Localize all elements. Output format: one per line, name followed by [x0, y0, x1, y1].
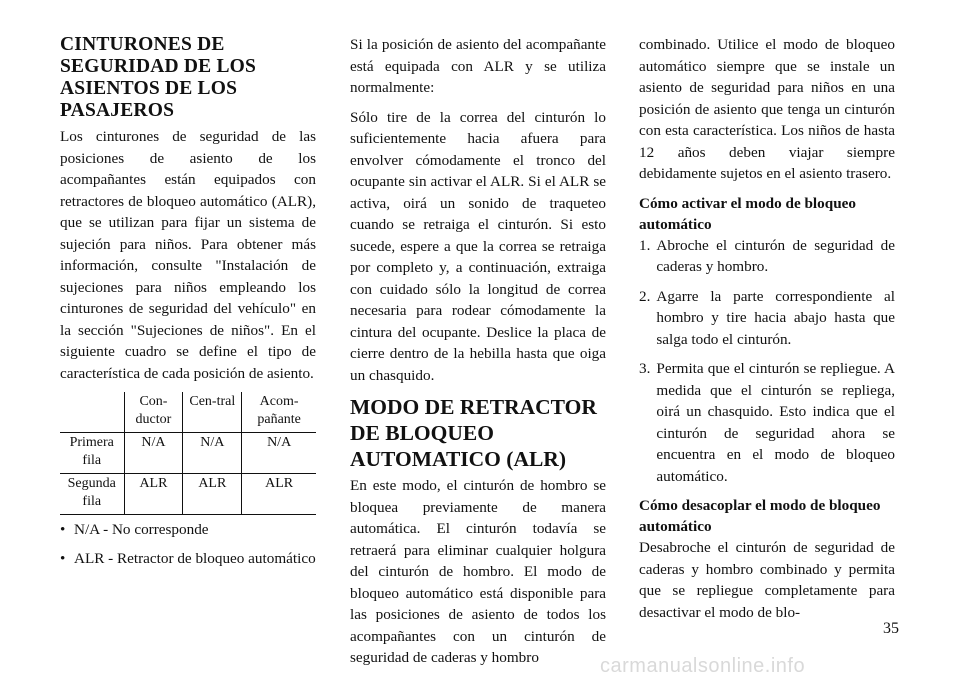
- table-header-cell: [60, 392, 124, 433]
- table-cell: ALR: [183, 474, 242, 515]
- step-item: [639, 358, 895, 487]
- paragraph: Sólo tire de la correa del cinturón lo suficientemente hacia afuera para envolver cómodamente el tronco del ocupante sin activar el ALR. Si el ALR se activa, oirá un sonido de traqueteo cuando se retraiga el cinturón. Si esto sucede, espere a que la correa se retraiga por completo y, a continuación, extraiga con cuidado sólo la longitud de correa necesaria para rodear cómodamente la cintura del ocupante. Deslice la placa de cierre dentro de la hebilla hasta que oiga un chasquido.: [350, 108, 606, 384]
- column-middle: [350, 34, 606, 677]
- column-right: [639, 34, 895, 631]
- table-row: [60, 433, 316, 474]
- subheading-activate-lock-mode: Cómo activar el modo de bloqueo automático: [639, 194, 856, 233]
- paragraph: En este modo, el cinturón de hombro se bloquea previamente de manera automática. El cinturón todavía se retraerá para eliminar cualquier holgura del cinturón de hombro. El modo de bloqueo automático está disponible para las posiciones de asiento de todos los acompañantes con un cinturón de seguridad de caderas y hombro: [350, 477, 606, 666]
- list-item: • ALR - Retractor de bloqueo automático: [60, 548, 316, 570]
- table-cell: N/A: [124, 433, 183, 474]
- step-item: [639, 235, 895, 278]
- watermark: carmanualsonline.info: [600, 655, 806, 677]
- paragraph: combinado. Utilice el modo de bloqueo automático siempre que se instale un asiento de seguridad para niños en una posición de asiento que tenga un cinturón con esta característica. Los niños de hasta 12 años deben viajar siempre debidamente sujetos en el asiento trasero.: [639, 36, 895, 182]
- step-text: Abroche el cinturón de seguridad de caderas y hombro.: [656, 236, 895, 275]
- table-cell: ALR: [242, 474, 316, 515]
- section-heading-alr-mode: MODO DE RETRACTOR DE BLOQUEO AUTOMATICO (ALR): [350, 395, 597, 471]
- paragraph: Desabroche el cinturón de seguridad de caderas y hombro combinado y permita que se repliegue completamente para desactivar el modo de blo-: [639, 539, 895, 621]
- table-row: [60, 474, 316, 515]
- step-text: Permita que el cinturón se repliegue. A medida que el cinturón se repliega, oirá un chasquido. Esto indica que el cinturón de seguridad ahora se encuentra en el modo de bloqueo automático.: [656, 360, 895, 485]
- paragraph: Si la posición de asiento del acompañante está equipada con ALR y se utiliza normalmente:: [350, 36, 606, 96]
- step-number: 1.: [639, 236, 651, 254]
- subheading-deactivate-lock-mode: Cómo desacoplar el modo de bloqueo automático: [639, 497, 881, 535]
- list-item: • N/A - No corresponde: [60, 519, 316, 541]
- step-text: Agarre la parte correspondiente al hombro y tire hacia abajo hasta que salga todo el cinturón.: [656, 287, 895, 348]
- page-number: 35: [883, 620, 899, 637]
- step-item: [639, 286, 895, 351]
- column-left: [60, 34, 316, 576]
- table-header-cell: Acom-pañante: [242, 392, 316, 433]
- step-number: 2.: [639, 287, 651, 305]
- step-number: 3.: [639, 360, 651, 377]
- section-heading-passenger-belts: CINTURONES DE SEGURIDAD DE LOS ASIENTOS DE LOS PASAJEROS: [60, 34, 257, 121]
- table-cell: N/A: [183, 433, 242, 474]
- table-legend-list: [60, 519, 316, 569]
- table-cell: Primera fila: [60, 433, 124, 474]
- intro-paragraph: Los cinturones de seguridad de las posiciones de asiento de los acompañantes están equipados con retractores de bloqueo automático (ALR), que se utilizan para fijar un sistema de sujeción para niños. Para obtener más información, consulte "Instalación de sujeciones para niños empleando los cinturones de seguridad del vehículo" en la sección "Sujeciones de niños". En el siguiente cuadro se define el tipo de característica de cada posición de asiento.: [60, 128, 316, 382]
- table-header-cell: Con-ductor: [124, 392, 183, 433]
- table-cell: N/A: [242, 433, 316, 474]
- seating-positions-table: [60, 392, 316, 515]
- table-header-cell: Cen-tral: [183, 392, 242, 433]
- table-cell: Segunda fila: [60, 474, 124, 515]
- table-cell: ALR: [124, 474, 183, 515]
- table-header-row: [60, 392, 316, 433]
